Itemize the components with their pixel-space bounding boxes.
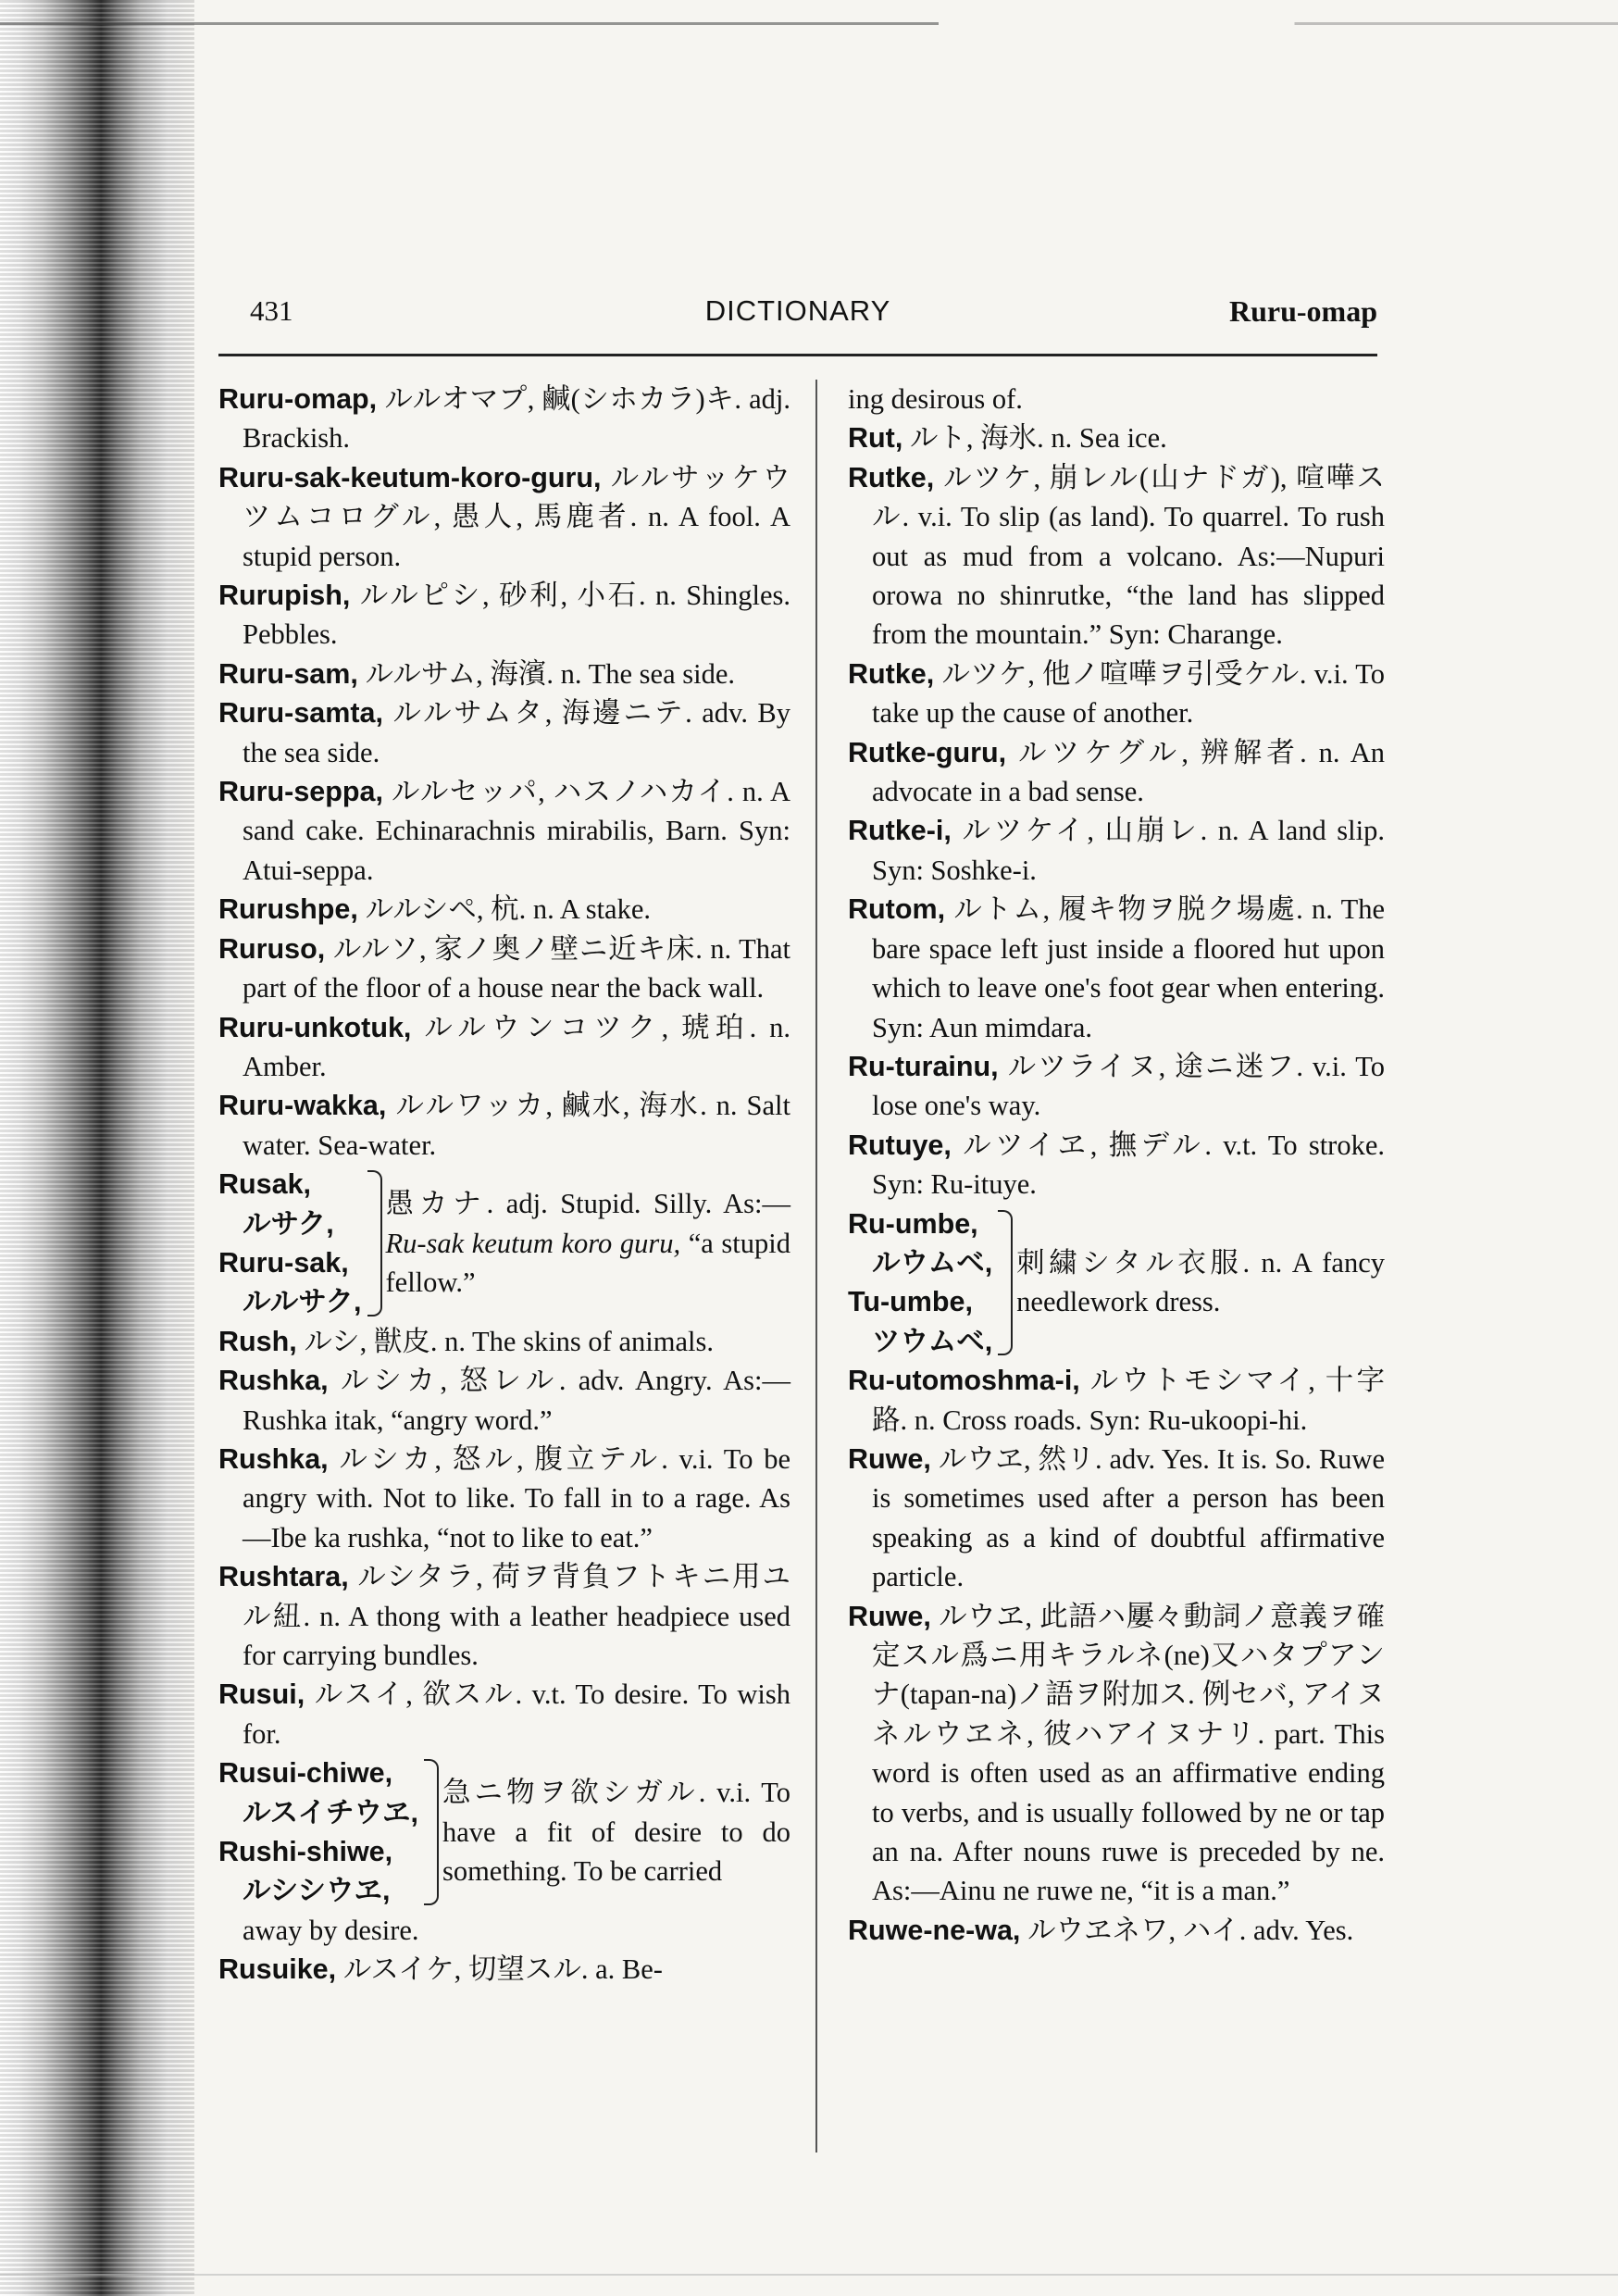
braced-definition: [386, 1184, 791, 1302]
headword: Rushtara,: [218, 1561, 349, 1593]
entry-text: ルツケ, 崩レル(山ナドガ), 喧嘩スル. v.i. To slip (as land). To quarrel. To rush out as mud from a volcano. As:—Nupuri orowa no shinrutke, “the land has slipped from the mountain.” Syn: Charange.: [872, 461, 1385, 651]
headword: Rut,: [848, 422, 903, 455]
right-column: [848, 380, 1385, 1950]
dictionary-entry: [218, 693, 790, 772]
dictionary-entry: [848, 1597, 1385, 1911]
bottom-edge-line: [0, 2274, 1618, 2276]
headword: Ru-umbe,: [848, 1207, 978, 1240]
header-rule: [218, 354, 1377, 356]
entry-text: ルツケグル, 辨解者. n. An advocate in a bad sense.: [872, 736, 1385, 808]
entry-text: ルスイケ, 切望スル. a. Be-: [336, 1953, 663, 1986]
headword: Rutke,: [848, 657, 935, 690]
brace-mark: [424, 1759, 439, 1905]
headword: Ruwe,: [848, 1600, 931, 1632]
dictionary-entry: [218, 1008, 790, 1087]
dictionary-entry: [848, 1911, 1385, 1950]
entry-text: ルツケイ, 山崩レ. n. A land slip. Syn: Soshke-i.: [872, 815, 1385, 886]
headword: Ru-utomoshma-i,: [848, 1365, 1080, 1397]
entry-text: ルルオマプ, 鹹(シホカラ)キ. adj. Brackish.: [243, 383, 790, 455]
top-edge-line: [0, 22, 1618, 25]
left-column: [218, 380, 790, 1990]
headword: Rusui-chiwe,: [218, 1757, 393, 1790]
dictionary-entry: [218, 458, 790, 576]
guide-word: Ruru-omap: [1228, 294, 1377, 328]
headword: Ruru-wakka,: [218, 1090, 387, 1122]
braced-entry-group: [218, 1753, 790, 1911]
braced-headwords: [218, 1753, 418, 1911]
headword: Rutke,: [848, 461, 935, 493]
dictionary-entry: [218, 380, 790, 458]
entry-text: ルルシペ, 杭. n. A stake.: [357, 893, 652, 926]
dictionary-entry: [848, 1047, 1385, 1126]
braced-headwords: [848, 1204, 992, 1362]
braced-entry-group: [218, 1165, 790, 1322]
braced-headwords: [218, 1165, 362, 1322]
braced-definition: 刺繍シタル衣服. n. A fancy needlework dress.: [1016, 1246, 1385, 1318]
headword: Rurushpe,: [218, 893, 358, 926]
dictionary-entry: [218, 1086, 790, 1165]
headword: Ru-turainu,: [848, 1050, 999, 1082]
entry-text: ルツイヱ, 撫デル. v.t. To stroke. Syn: Ru-ituye.: [872, 1129, 1385, 1201]
entry-text: ルウトモシマイ, 十字路. n. Cross roads. Syn: Ru-ukoopi-hi.: [872, 1365, 1385, 1436]
headword-kana: ルウムベ,: [872, 1246, 993, 1279]
headword: Ruru-samta,: [218, 697, 383, 730]
headword: Rutuye,: [848, 1129, 952, 1161]
entry-text: ルシタラ, 荷ヲ背負フトキニ用ユル紐. n. A thong with a leather headpiece used for carrying bundles.: [243, 1561, 790, 1671]
headword: Rush,: [218, 1325, 297, 1357]
headword: Rushka,: [218, 1442, 329, 1475]
brace-mark: [367, 1170, 382, 1316]
headword: Rusuike,: [218, 1953, 337, 1986]
headword-kana: ルサク,: [243, 1207, 334, 1240]
entry-text: ルトム, 履キ物ヲ脱ク場處. n. The bare space left just inside a floored hut upon which to leave one's foot gear when entering. Syn: Aun mimdara.: [872, 893, 1385, 1043]
dictionary-entry: [218, 1950, 790, 1989]
headword-kana: ルルサク,: [243, 1286, 362, 1318]
dictionary-entry: [218, 1322, 790, 1361]
entry-text: ルシカ, 怒レル. adv. Angry. As:—Rushka itak, “angry word.”: [243, 1365, 790, 1436]
brace-mark: [998, 1210, 1013, 1356]
entry-text: ルシカ, 怒ル, 腹立テル. v.i. To be angry with. Not to like. To fall in to a rage. As—Ibe ka rushka, “not to like to eat.”: [243, 1442, 790, 1554]
headword: Ruruso,: [218, 932, 326, 965]
entry-text: ルト, 海氷. n. Sea ice.: [902, 422, 1167, 455]
headword: Ruru-sak-keutum-koro-guru,: [218, 461, 602, 493]
entry-text: ルウヱ, 然リ. adv. Yes. It is. So. Ruwe is sometimes used after a person has been speaking as a kind of doubtful affirmative particle.: [872, 1442, 1385, 1593]
definition-text: 愚カナ. adj. Stupid. Silly. As:—: [385, 1188, 790, 1220]
dictionary-entry: [218, 1440, 790, 1557]
dictionary-entry: [218, 1361, 790, 1440]
dictionary-entry: [218, 1675, 790, 1753]
headword: Rusui,: [218, 1678, 305, 1711]
headword: Rurupish,: [218, 580, 351, 612]
entry-text: ルツケ, 他ノ喧嘩ヲ引受ケル. v.i. To take up the cause of another.: [872, 657, 1385, 730]
headword: Ruru-sak,: [218, 1246, 349, 1279]
headword: Rutke-guru,: [848, 736, 1007, 768]
entry-text: ルツライヌ, 途ニ迷フ. v.i. To lose one's way.: [872, 1050, 1385, 1122]
page-header: [218, 294, 1377, 341]
headword: Ruru-seppa,: [218, 776, 383, 808]
page-number: 431: [250, 294, 293, 327]
entry-text: ルスイ, 欲スル. v.t. To desire. To wish for.: [243, 1678, 790, 1750]
headword-kana: ルスイチウヱ,: [243, 1796, 418, 1828]
headword: Rutom,: [848, 893, 946, 926]
example-text: Ru-sak keutum koro guru,: [385, 1227, 681, 1259]
dictionary-entry: [848, 733, 1385, 812]
dictionary-entry: [848, 418, 1385, 457]
entry-text: ルウヱ, 此語ハ屢々動詞ノ意義ヲ確定スル爲ニ用キラルネ(ne)又ハタプアンナ(tapan-na)ノ語ヲ附加ス. 例セバ, アイヌネルウヱネ, 彼ハアイヌナリ. part. This word is often used as an affirmative ending to verbs, and is usually followed by ne or tap an na. After nouns ruwe is preceded by ne. As:—Ainu ne ruwe ne, “it is a man.”: [872, 1600, 1385, 1907]
book-binding-shadow: [0, 0, 194, 2296]
definition-text: “a stupid fellow.”: [385, 1227, 790, 1299]
running-title: DICTIONARY: [704, 294, 891, 327]
headword: Ruru-omap,: [218, 383, 378, 415]
entry-text: ルルサッケウツムコログル, 愚人, 馬鹿者. n. A fool. A stupid person.: [243, 461, 790, 572]
entry-text: ルルピシ, 砂利, 小石. n. Shingles. Pebbles.: [243, 580, 790, 651]
dictionary-entry: [218, 655, 790, 693]
dictionary-entry: [218, 576, 790, 655]
dictionary-entry: [848, 811, 1385, 890]
headword: Ruwe,: [848, 1442, 931, 1475]
entry-text: ルルサム, 海濱. n. The sea side.: [357, 657, 735, 690]
dictionary-entry: [848, 890, 1385, 1047]
headword-kana: ツウムベ,: [872, 1325, 993, 1357]
entry-text: ing desirous of.: [848, 383, 1023, 415]
dictionary-entry: [218, 1557, 790, 1675]
headword-kana: ルシシウヱ,: [243, 1875, 391, 1907]
braced-definition: 急ニ物ヲ欲シガル. v.i. To have a fit of desire to do something. To be carried: [442, 1777, 790, 1888]
entry-text: ルルサムタ, 海邊ニテ. adv. By the sea side.: [243, 697, 790, 768]
entry-text: ルシ, 獣皮. n. The skins of animals.: [296, 1325, 714, 1357]
headword: Ruru-unkotuk,: [218, 1011, 412, 1043]
definition-continuation: away by desire.: [243, 1914, 419, 1946]
braced-entry-group: [848, 1204, 1385, 1362]
dictionary-entry: [218, 930, 790, 1008]
entry-text: ルルソ, 家ノ奥ノ壁ニ近キ床. n. That part of the floor of a house near the back wall.: [243, 932, 790, 1004]
entry-text: ルルウンコツク, 琥珀. n. Amber.: [243, 1011, 790, 1082]
dictionary-entry: [218, 890, 790, 929]
entry-text: ルウヱネワ, ハイ. adv. Yes.: [1020, 1914, 1354, 1946]
dictionary-entry: [848, 1440, 1385, 1597]
column-divider: [815, 380, 817, 2152]
headword: Ruwe-ne-wa,: [848, 1914, 1021, 1946]
dictionary-entry: [848, 655, 1385, 733]
headword: Rutke-i,: [848, 815, 952, 847]
headword: Rushi-shiwe,: [218, 1836, 393, 1868]
entry-text: ルルセッパ, ハスノハカイ. n. A sand cake. Echinarachnis mirabilis, Barn. Syn: Atui-seppa.: [243, 776, 790, 886]
dictionary-entry: [848, 1126, 1385, 1204]
entry-continuation: [848, 380, 1385, 418]
headword: Ruru-sam,: [218, 657, 358, 690]
headword: Tu-umbe,: [848, 1286, 973, 1318]
entry-text: ルルワッカ, 鹹水, 海水. n. Salt water. Sea-water.: [243, 1090, 790, 1161]
headword: Rushka,: [218, 1365, 329, 1397]
dictionary-entry: [848, 1361, 1385, 1440]
dictionary-entry: [218, 772, 790, 890]
headword: Rusak,: [218, 1168, 312, 1201]
dictionary-entry: [848, 458, 1385, 655]
